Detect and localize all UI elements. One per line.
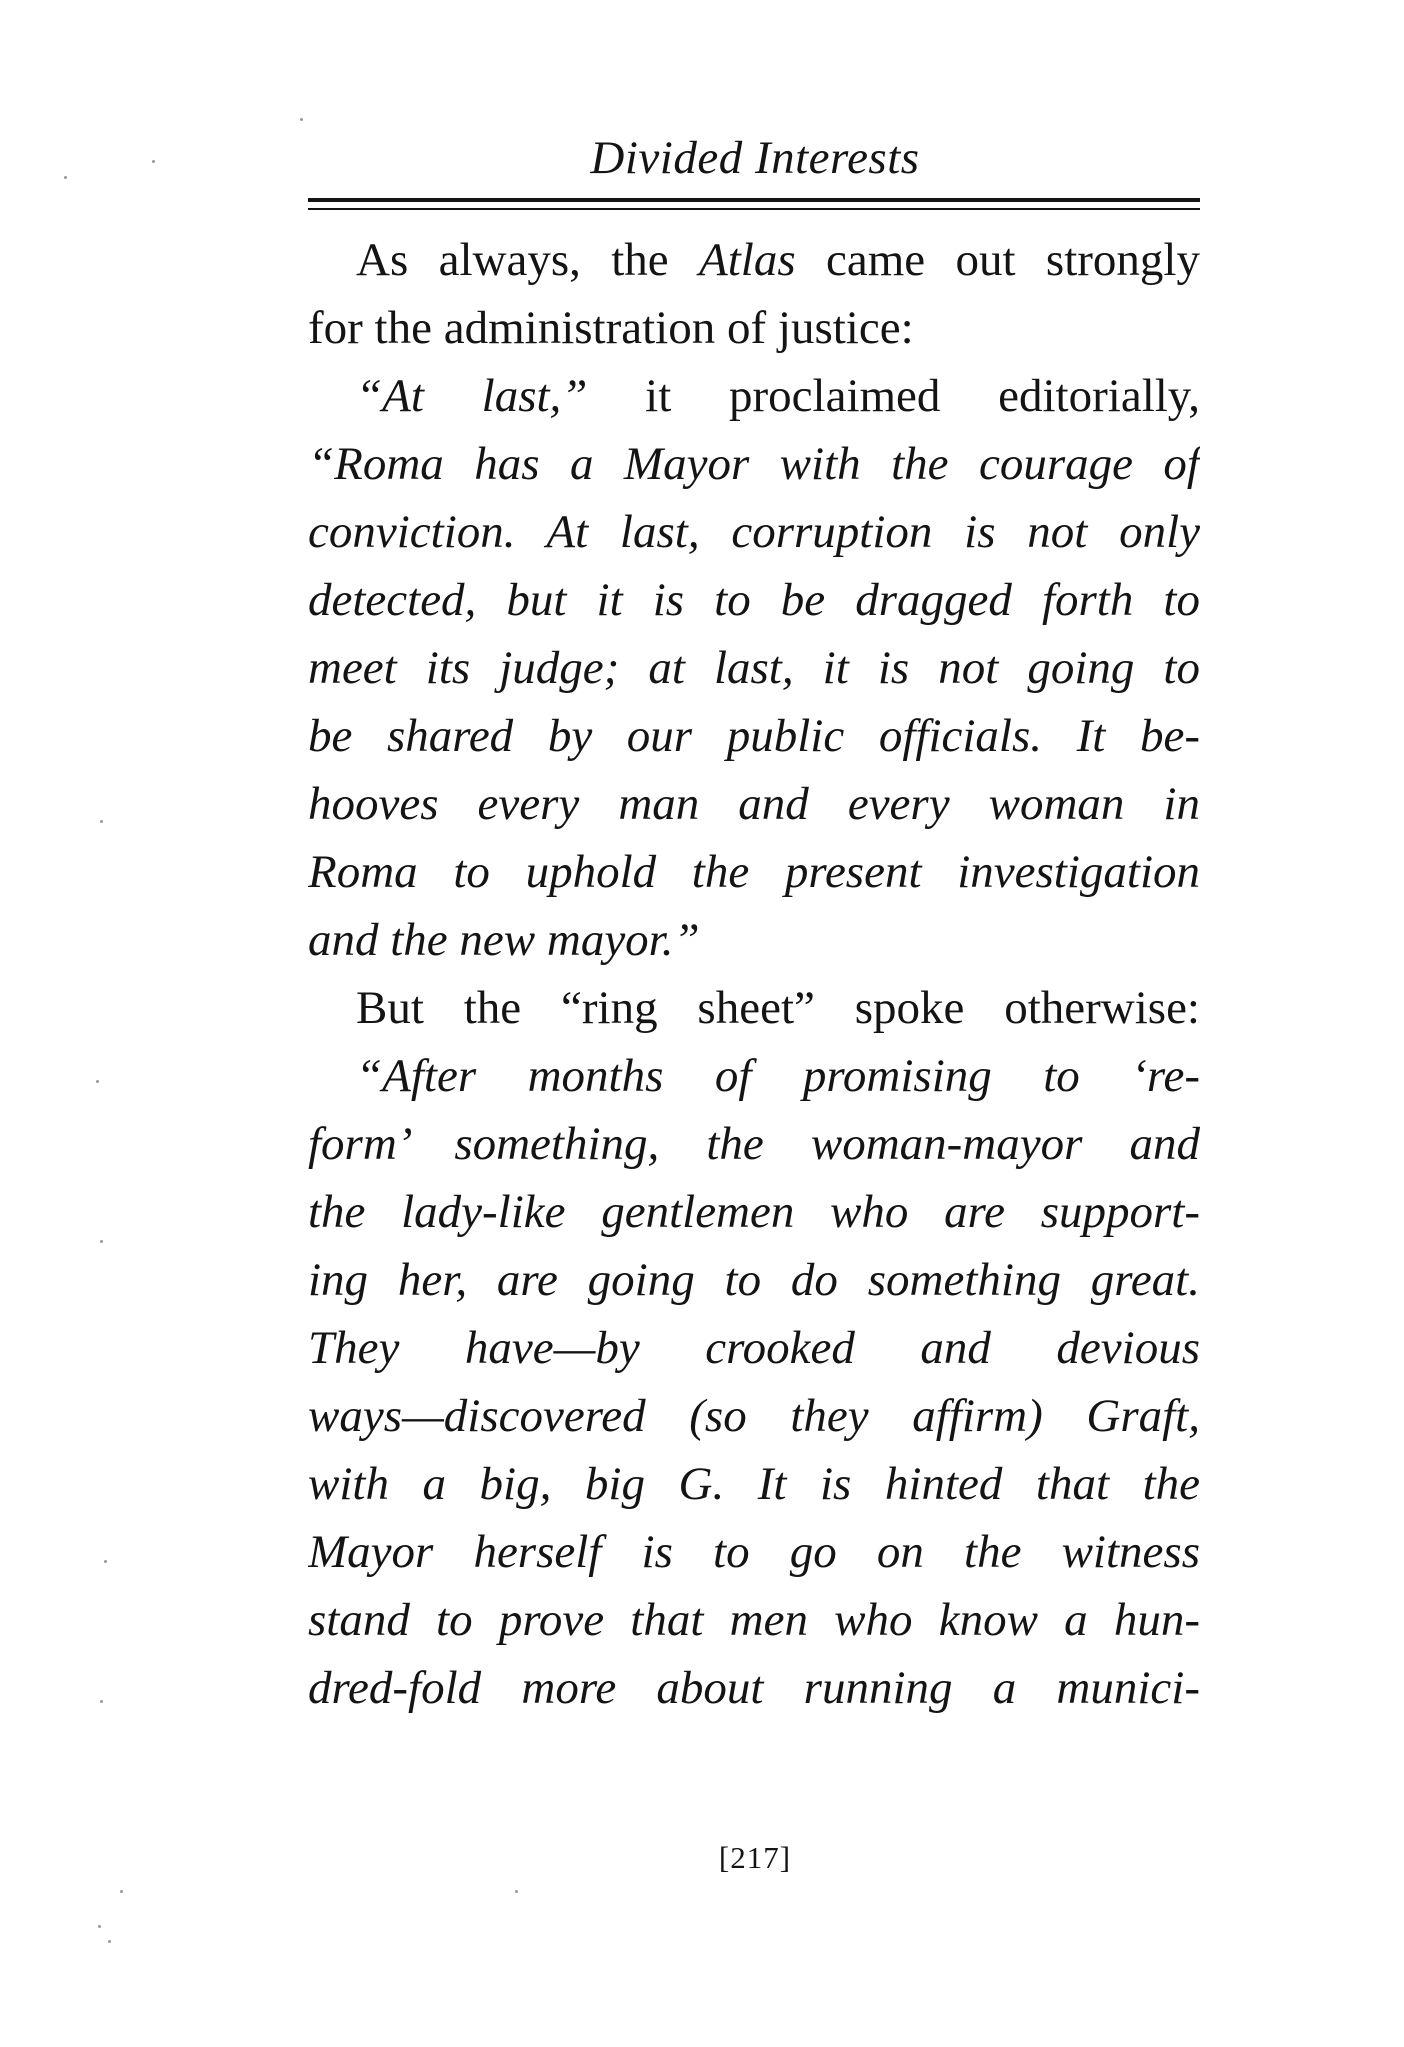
running-head: Divided Interests bbox=[590, 132, 920, 184]
text-line: with a big, big G. It is hinted that the bbox=[308, 1458, 1200, 1510]
text-line: Roma to uphold the present investigation bbox=[308, 846, 1200, 898]
text-line: They have—by crooked and devious bbox=[308, 1322, 1200, 1374]
text-line: stand to prove that men who know a hun- bbox=[308, 1594, 1200, 1646]
header-rule-thick bbox=[308, 198, 1200, 202]
text-line: detected, but it is to be dragged forth to bbox=[308, 574, 1200, 626]
text-line: form’ something, the woman-mayor and bbox=[308, 1118, 1200, 1170]
scan-speck bbox=[96, 1080, 99, 1083]
text-line: dred-fold more about running a munici- bbox=[308, 1662, 1200, 1714]
text-line: “Roma has a Mayor with the courage of bbox=[308, 438, 1200, 490]
text-line: ways—discovered (so they affirm) Graft, bbox=[308, 1390, 1200, 1442]
scan-speck bbox=[64, 176, 67, 179]
scan-speck bbox=[152, 160, 155, 163]
scan-speck bbox=[98, 1925, 101, 1928]
scan-speck bbox=[100, 820, 103, 823]
text-line: for the administration of justice: bbox=[308, 302, 914, 354]
text-line: But the “ring sheet” spoke otherwise: bbox=[356, 982, 1200, 1034]
text-line: hooves every man and every woman in bbox=[308, 778, 1200, 830]
page-number: [217] bbox=[718, 1840, 792, 1875]
scan-speck bbox=[100, 1240, 103, 1243]
text-line: be shared by our public officials. It be- bbox=[308, 710, 1200, 762]
scan-speck bbox=[120, 1890, 123, 1893]
text-line: ing her, are going to do something great. bbox=[308, 1254, 1200, 1306]
text-line: the lady-like gentlemen who are support- bbox=[308, 1186, 1200, 1238]
scan-speck bbox=[300, 118, 303, 121]
scan-speck bbox=[515, 1890, 518, 1893]
text-line: As always, the Atlas came out strongly bbox=[356, 234, 1200, 286]
scan-speck bbox=[108, 1940, 111, 1943]
body-text bbox=[308, 226, 1200, 1722]
scan-speck bbox=[100, 1700, 103, 1703]
text-line: conviction. At last, corruption is not only bbox=[308, 506, 1200, 558]
text-line: “After months of promising to ‘re- bbox=[356, 1050, 1200, 1102]
scan-speck bbox=[104, 1560, 107, 1563]
header-rule-thin bbox=[308, 208, 1200, 210]
text-line: meet its judge; at last, it is not going to bbox=[308, 642, 1200, 694]
text-line: “At last,” it proclaimed editorially, bbox=[356, 370, 1200, 422]
text-line: Mayor herself is to go on the witness bbox=[308, 1526, 1200, 1578]
text-line: and the new mayor.” bbox=[308, 914, 700, 966]
